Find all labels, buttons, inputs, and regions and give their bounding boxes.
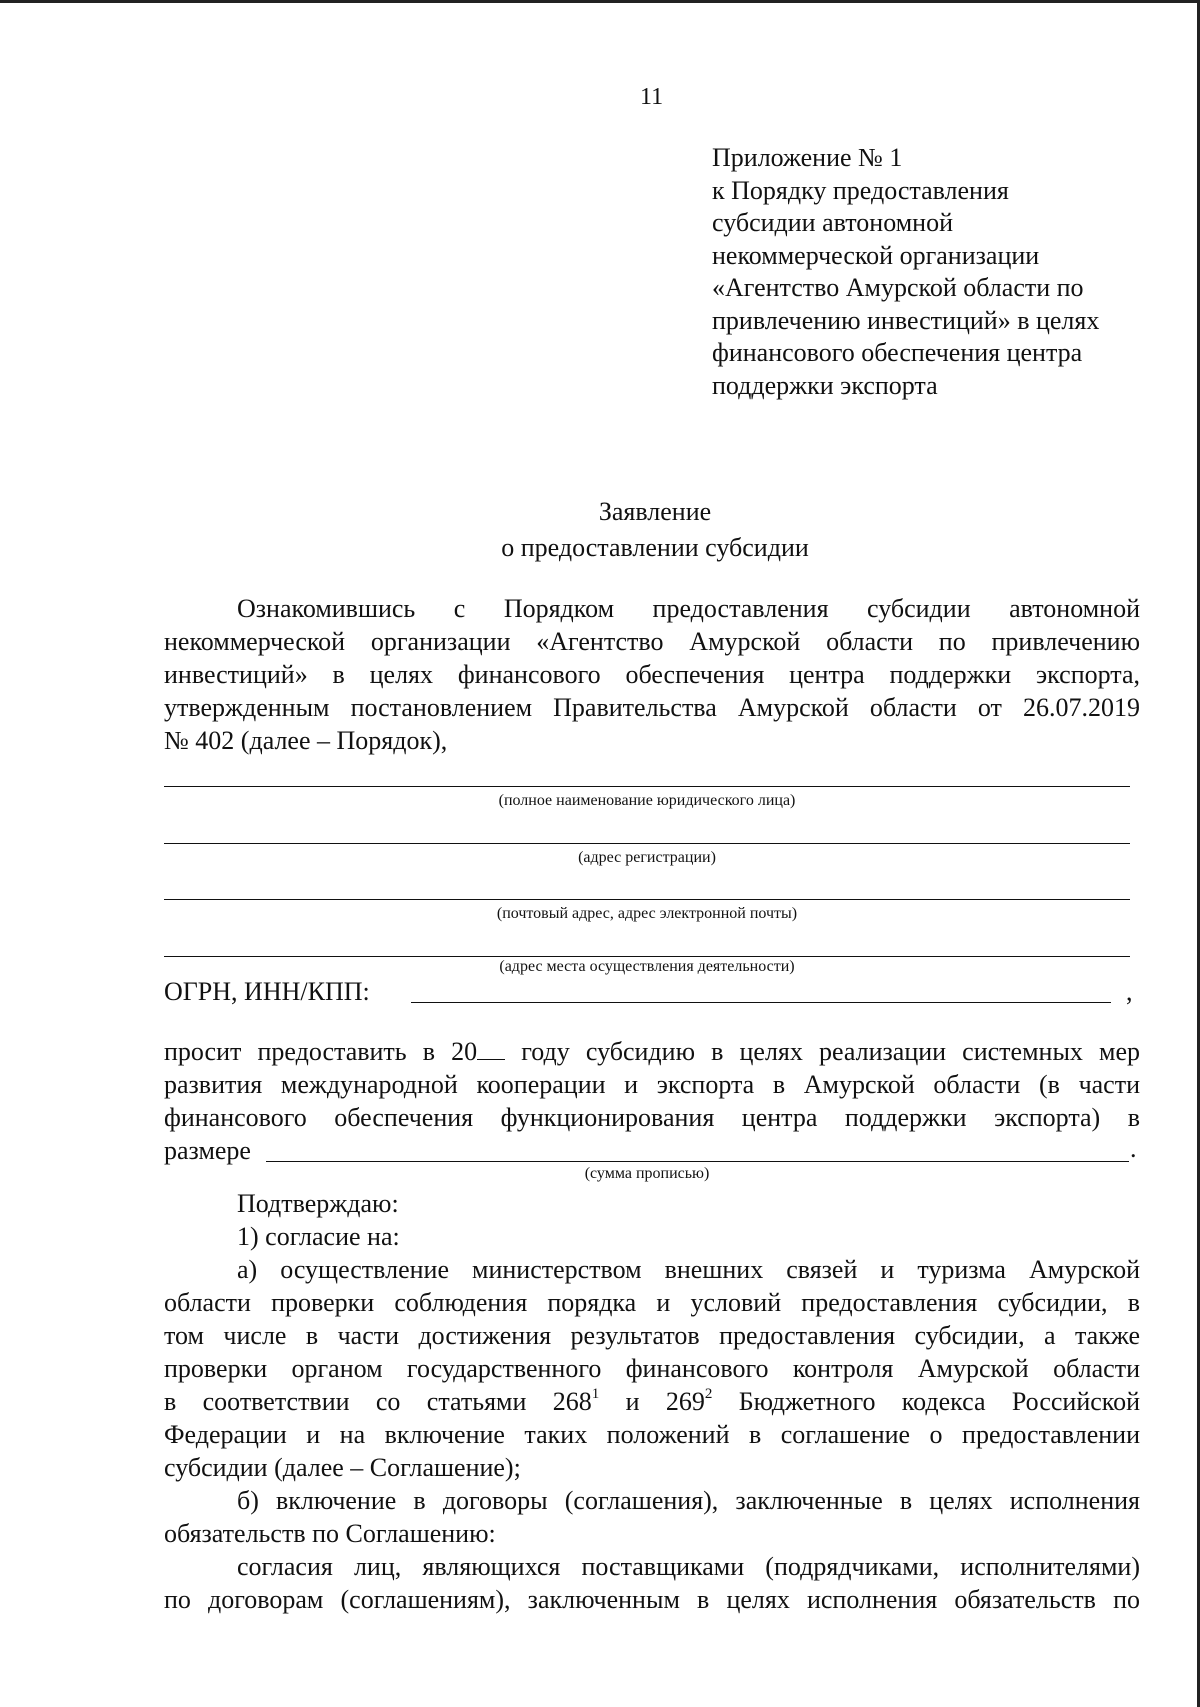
postal-address-field[interactable] [164,899,1130,900]
confirm-a-line: субсидии (далее – Соглашение); [164,1453,521,1482]
request-text: году субсидию в целях реализации системных мер [521,1037,1141,1066]
document-subtitle: о предоставлении субсидии [501,533,809,562]
intro-paragraph [164,592,1140,757]
scan-edge-top [0,0,1200,3]
intro-line: инвестиций» в целях финансового обеспечения центра поддержки экспорта, [164,660,1140,689]
page-number: 11 [640,84,664,110]
confirm-c-line: согласия лиц, являющихся поставщиками (подрядчиками, исполнителями) [237,1552,1140,1581]
appendix-line: к Порядку предоставления [712,175,1009,205]
registration-address-field[interactable] [164,843,1130,844]
confirm-a-text: и 269 [599,1387,705,1416]
postal-address-caption: (почтовый адрес, адрес электронной почты) [496,905,798,922]
ogrn-comma: , [1126,977,1133,1006]
appendix-line: «Агентство Амурской области по [712,273,1084,302]
confirm-heading: Подтверждаю: [237,1189,399,1218]
appendix-line: поддержки экспорта [712,370,938,400]
confirm-a-line: области проверки соблюдения порядка и условий предоставления субсидии, в [164,1288,1140,1317]
appendix-line: привлечению инвестиций» в целях [712,305,1100,335]
registration-address-caption: (адрес регистрации) [578,849,716,866]
superscript: 2 [704,1386,713,1403]
intro-line: Ознакомившись с Порядком предоставления субсидии автономной [237,594,1140,623]
confirm-a-text: в соответствии со статьями 268 [164,1387,592,1416]
confirm-a-line: а) осуществление министерством внешних связей и туризма Амурской [237,1255,1140,1284]
intro-line: некоммерческой организации «Агентство Амурской области по привлечению [164,627,1140,656]
request-text: просит предоставить в 20 [164,1037,478,1066]
confirm-b-line: обязательств по Соглашению: [164,1519,496,1548]
request-line: финансового обеспечения функционирования центра поддержки экспорта) в [164,1103,1140,1132]
confirm-a-line: Федерации и на включение таких положений в соглашение о предоставлении [164,1420,1140,1449]
activity-address-caption: (адрес места осуществления деятельности) [499,958,795,975]
confirm-a-text: Бюджетного кодекса Российской [712,1387,1141,1416]
full-name-field[interactable] [164,786,1130,787]
intro-line: утвержденным постановлением Правительства Амурской области от 26.07.2019 [164,693,1140,722]
year-blank-field[interactable] [477,1035,505,1060]
appendix-line: некоммерческой организации [712,240,1040,270]
appendix-line: Приложение № 1 [712,143,903,172]
superscript: 1 [591,1386,600,1403]
confirm-section [164,1187,1140,1616]
amount-caption: (сумма прописью) [584,1165,710,1182]
ogrn-field[interactable] [411,1002,1111,1003]
confirm-c-line: по договорам (соглашениям), заключенным в целях исполнения обязательств по [164,1585,1140,1614]
request-paragraph [164,1035,1140,1167]
document-title: Заявление [598,497,712,526]
confirm-a-line: проверки органом государственного финансового контроля Амурской области [164,1354,1140,1383]
ogrn-label: ОГРН, ИНН/КПП: [164,977,370,1006]
confirm-a-line [164,1385,1140,1418]
amount-field[interactable] [266,1161,1129,1162]
request-line: развития международной кооперации и экспорта в Амурской области (в части [164,1070,1140,1099]
confirm-b-line: б) включение в договоры (соглашения), заключенные в целях исполнения [237,1486,1140,1515]
request-line [164,1035,1140,1068]
appendix-header [712,142,1099,402]
amount-dot: . [1130,1134,1137,1163]
appendix-line: субсидии автономной [712,208,953,237]
full-name-caption: (полное наименование юридического лица) [498,792,796,809]
intro-line: № 402 (далее – Порядок), [164,726,448,755]
confirm-a-line: том числе в части достижения результатов предоставления субсидии, а также [164,1321,1140,1350]
request-line: размере [164,1136,251,1165]
appendix-line: финансового обеспечения центра [712,338,1083,367]
confirm-item-1: 1) согласие на: [237,1222,400,1251]
